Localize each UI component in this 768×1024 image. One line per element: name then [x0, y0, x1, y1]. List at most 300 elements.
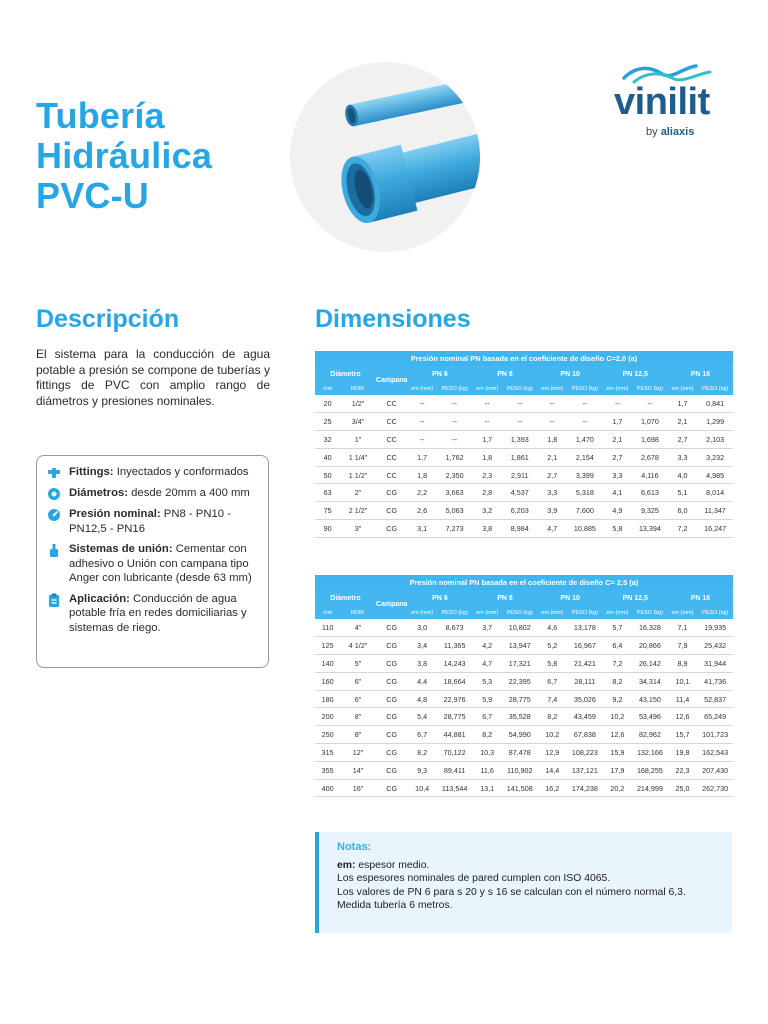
table-cell: 10,3: [473, 744, 502, 762]
table-row: [315, 466, 733, 484]
table-cell: 5": [340, 655, 376, 673]
table-row: [315, 744, 733, 762]
col-header-peso: PESO (kg): [502, 382, 538, 395]
col-header-pn: PN 12,5: [603, 366, 668, 382]
description-text: El sistema para la conducción de agua potable a presión se compone de tuberías y fittings de PVC con amplio rango de diámetros y presiones nominales.: [36, 347, 270, 408]
table-cell: 12,6: [603, 726, 632, 744]
table-cell: 43,150: [632, 690, 668, 708]
col-header-peso: PESO (kg): [567, 382, 603, 395]
product-photo: [290, 62, 480, 252]
table-cell: CC: [376, 395, 408, 413]
table-row: [315, 655, 733, 673]
table-cell: 5,318: [567, 484, 603, 502]
table-cell: 21,421: [567, 655, 603, 673]
table-cell: 32: [315, 431, 340, 449]
table-header-row: [315, 590, 733, 606]
table-cell: 2,1: [668, 413, 697, 431]
table-cell: --: [567, 395, 603, 413]
feature-item: [47, 486, 258, 501]
fittings-icon: [47, 466, 61, 480]
table-cell: 108,223: [567, 744, 603, 762]
table-cell: 10,2: [538, 726, 567, 744]
table-cell: 1,7: [473, 431, 502, 449]
table-cell: 262,730: [697, 779, 733, 797]
table-cell: 26,142: [632, 655, 668, 673]
feature-text: [69, 592, 258, 636]
table-cell: CG: [376, 484, 408, 502]
table-cell: --: [407, 395, 436, 413]
table-cell: 28,775: [502, 690, 538, 708]
table-cell: 6,0: [668, 502, 697, 520]
table-cell: 10,1: [668, 672, 697, 690]
table-cell: 2,6: [407, 502, 436, 520]
table-row: [315, 448, 733, 466]
table-header-row: [315, 366, 733, 382]
table-cell: 82,962: [632, 726, 668, 744]
col-header-diametro: Diámetro: [315, 590, 376, 606]
table-cell: CC: [376, 413, 408, 431]
feature-item: [47, 507, 258, 536]
table-row: [315, 484, 733, 502]
table-cell: 14,4: [538, 761, 567, 779]
col-header-peso: PESO (kg): [437, 382, 473, 395]
table-cell: 3,232: [697, 448, 733, 466]
dimensions-table: [315, 366, 733, 538]
table-cell: 2,8: [473, 484, 502, 502]
table-cell: 1,070: [632, 413, 668, 431]
table-cell: 35,528: [502, 708, 538, 726]
table-cell: 8,2: [407, 744, 436, 762]
table-cell: --: [437, 413, 473, 431]
dimensions-table-pn-c20: [315, 351, 733, 538]
table-cell: 5,8: [538, 655, 567, 673]
table-cell: CG: [376, 690, 408, 708]
table-cell: 19,8: [668, 744, 697, 762]
table-cell: 13,178: [567, 619, 603, 637]
table-cell: 12": [340, 744, 376, 762]
table-cell: 63: [315, 484, 340, 502]
table-cell: 87,478: [502, 744, 538, 762]
table-cell: 6": [340, 690, 376, 708]
col-header-pn: PN 10: [538, 366, 603, 382]
col-header-peso: PESO (kg): [437, 606, 473, 619]
table-cell: 65,249: [697, 708, 733, 726]
table-cell: 19,935: [697, 619, 733, 637]
table-cell: --: [603, 395, 632, 413]
col-header-diametro: Diámetro: [315, 366, 376, 382]
table-cell: 3,0: [407, 619, 436, 637]
pressure-gauge-icon: [47, 508, 61, 522]
table-cell: 3,1: [407, 520, 436, 538]
col-header-em: em (mm): [668, 606, 697, 619]
table-cell: 9,325: [632, 502, 668, 520]
table-cell: CG: [376, 655, 408, 673]
table-cell: 7,273: [437, 520, 473, 538]
col-header-em: em (mm): [473, 606, 502, 619]
table-cell: CG: [376, 726, 408, 744]
table-cell: 8": [340, 708, 376, 726]
table-row: [315, 431, 733, 449]
table-cell: 28,775: [437, 708, 473, 726]
col-header-em: em (mm): [538, 382, 567, 395]
table-cell: 16,967: [567, 637, 603, 655]
table-cell: --: [437, 395, 473, 413]
table-cell: 7,9: [668, 637, 697, 655]
table-cell: 1,8: [473, 448, 502, 466]
table-cell: CG: [376, 619, 408, 637]
col-header-mm: mm: [315, 382, 340, 395]
table-cell: 2,7: [668, 431, 697, 449]
table-cell: 3,3: [538, 484, 567, 502]
feature-text: [69, 542, 258, 586]
table-cell: 13,947: [502, 637, 538, 655]
table-cell: 3,3: [668, 448, 697, 466]
table-cell: 2,154: [567, 448, 603, 466]
brand-logo: [606, 58, 738, 142]
table-cell: 4,9: [603, 502, 632, 520]
col-header-pn: PN 16: [668, 366, 733, 382]
table-row: [315, 520, 733, 538]
table-cell: 1,762: [437, 448, 473, 466]
table-cell: 8,9: [668, 655, 697, 673]
col-header-pn: PN 10: [538, 590, 603, 606]
table-cell: 4 1/2": [340, 637, 376, 655]
table-row: [315, 690, 733, 708]
table-cell: 1,7: [668, 395, 697, 413]
table-cell: 180: [315, 690, 340, 708]
table-row: [315, 708, 733, 726]
col-header-campana: Campana: [376, 590, 408, 619]
table-cell: 1,7: [407, 448, 436, 466]
table-cell: 2,678: [632, 448, 668, 466]
table-cell: CG: [376, 779, 408, 797]
table-cell: 8,2: [538, 708, 567, 726]
table-cell: 15,7: [668, 726, 697, 744]
table-cell: 12,6: [668, 708, 697, 726]
table-cell: 0,841: [697, 395, 733, 413]
table-cell: 7,1: [668, 619, 697, 637]
col-header-em: em (mm): [603, 606, 632, 619]
table-cell: 2,1: [538, 448, 567, 466]
feature-value: Inyectados y conformados: [113, 466, 249, 478]
table-cell: 40: [315, 448, 340, 466]
col-header-em: em (mm): [538, 606, 567, 619]
table-cell: 16,2: [538, 779, 567, 797]
table-cell: --: [473, 413, 502, 431]
table-cell: CG: [376, 761, 408, 779]
table-cell: 174,238: [567, 779, 603, 797]
col-header-peso: PESO (kg): [502, 606, 538, 619]
feature-label: Presión nominal:: [69, 508, 161, 520]
table-cell: 3": [340, 520, 376, 538]
table-cell: 101,723: [697, 726, 733, 744]
table-row: [315, 502, 733, 520]
table-cell: 7,2: [668, 520, 697, 538]
table-cell: 17,321: [502, 655, 538, 673]
table-cell: 11,6: [473, 761, 502, 779]
table-cell: CG: [376, 502, 408, 520]
table-cell: 18,664: [437, 672, 473, 690]
notes-line: Medida tubería 6 metros.: [337, 900, 453, 912]
table-cell: 5,3: [473, 672, 502, 690]
table-cell: 132,166: [632, 744, 668, 762]
table-cell: 355: [315, 761, 340, 779]
table-cell: CG: [376, 708, 408, 726]
table-cell: 7,600: [567, 502, 603, 520]
table-cell: 11,365: [437, 637, 473, 655]
col-header-em: em (mm): [407, 606, 436, 619]
table-cell: 2,911: [502, 466, 538, 484]
table-cell: 11,347: [697, 502, 733, 520]
features-box: [36, 455, 269, 668]
table-cell: --: [502, 395, 538, 413]
notes-em-text: espesor medio.: [355, 860, 430, 871]
table-cell: 10,4: [407, 779, 436, 797]
table-cell: 8": [340, 726, 376, 744]
table-cell: 13,1: [473, 779, 502, 797]
table-cell: 7,2: [603, 655, 632, 673]
table-row: [315, 395, 733, 413]
table-cell: 110,902: [502, 761, 538, 779]
col-header-pn: PN 8: [473, 366, 538, 382]
table-cell: 168,255: [632, 761, 668, 779]
table-cell: 5,7: [603, 619, 632, 637]
col-header-em: em (mm): [668, 382, 697, 395]
table-cell: 3,8: [407, 655, 436, 673]
table-row: [315, 619, 733, 637]
col-header-pn: PN 12,5: [603, 590, 668, 606]
table-cell: 2": [340, 484, 376, 502]
table-cell: 7,4: [538, 690, 567, 708]
table-cell: 25,0: [668, 779, 697, 797]
feature-value: Cementar con adhesivo o Unión con campana tipo Anger con lubricante (desde 63 mm): [69, 543, 252, 584]
col-header-mm: mm: [315, 606, 340, 619]
table-cell: 43,459: [567, 708, 603, 726]
table-cell: 207,430: [697, 761, 733, 779]
table-cell: 54,990: [502, 726, 538, 744]
table-cell: 2,7: [538, 466, 567, 484]
table-cell: 6,7: [407, 726, 436, 744]
table-cell: --: [502, 413, 538, 431]
table-cell: 50: [315, 466, 340, 484]
feature-value: Conducción de agua potable fría en redes domiciliarias y sistemas de riego.: [69, 592, 247, 634]
table-cell: 4,7: [538, 520, 567, 538]
table-cell: 10,2: [603, 708, 632, 726]
table-cell: CG: [376, 744, 408, 762]
table-cell: 25: [315, 413, 340, 431]
table-row: [315, 779, 733, 797]
page-title-line: PVC-U: [36, 175, 150, 216]
table-cell: 3,7: [473, 619, 502, 637]
table-cell: 4,0: [668, 466, 697, 484]
feature-value: PN8 - PN10 - PN12,5 - PN16: [69, 508, 231, 535]
page-title-line: Hidráulica: [36, 135, 213, 176]
table-row: [315, 413, 733, 431]
col-header-pn: PN 16: [668, 590, 733, 606]
feature-label: Fittings:: [69, 466, 114, 478]
table-cell: 4": [340, 619, 376, 637]
table-cell: 6": [340, 672, 376, 690]
table-cell: 4,7: [473, 655, 502, 673]
table-cell: 1,8: [407, 466, 436, 484]
table-cell: 3,8: [473, 520, 502, 538]
table-cell: CC: [376, 448, 408, 466]
page-title: [36, 96, 296, 216]
table-cell: 13,394: [632, 520, 668, 538]
table-cell: --: [473, 395, 502, 413]
table-cell: 44,881: [437, 726, 473, 744]
table-cell: 3,9: [538, 502, 567, 520]
col-header-em: em (mm): [473, 382, 502, 395]
table-cell: 5,9: [473, 690, 502, 708]
table-cell: 16,247: [697, 520, 733, 538]
table-cell: 5,063: [437, 502, 473, 520]
table-title: Presión nominal PN basada en el coeficiente de diseño C=2,0 (a): [315, 351, 733, 366]
table-cell: 22,3: [668, 761, 697, 779]
feature-item: [47, 592, 258, 636]
notes-title: Notas:: [337, 841, 372, 853]
table-cell: 6,4: [603, 637, 632, 655]
table-cell: 22,395: [502, 672, 538, 690]
table-cell: 214,999: [632, 779, 668, 797]
table-cell: 20: [315, 395, 340, 413]
table-cell: CG: [376, 520, 408, 538]
table-cell: 3,663: [437, 484, 473, 502]
table-cell: 400: [315, 779, 340, 797]
table-cell: --: [538, 413, 567, 431]
feature-label: Sistemas de unión:: [69, 543, 173, 555]
feature-text: [69, 465, 249, 480]
col-header-peso: PESO (kg): [567, 606, 603, 619]
table-cell: 1,393: [502, 431, 538, 449]
table-cell: --: [538, 395, 567, 413]
table-cell: 20,2: [603, 779, 632, 797]
table-cell: 5,8: [603, 520, 632, 538]
brand-by-text: by: [646, 126, 658, 138]
table-row: [315, 761, 733, 779]
notes-line: Los valores de PN 6 para s 20 y s 16 se calculan con el número normal 6,3.: [337, 886, 686, 898]
table-cell: 34,314: [632, 672, 668, 690]
table-cell: 3,3: [603, 466, 632, 484]
table-cell: --: [407, 431, 436, 449]
table-cell: 8,2: [473, 726, 502, 744]
table-cell: 20,866: [632, 637, 668, 655]
table-cell: 4,4: [407, 672, 436, 690]
feature-text: [69, 486, 250, 501]
table-cell: CC: [376, 466, 408, 484]
table-cell: 8,673: [437, 619, 473, 637]
table-cell: 1/2": [340, 395, 376, 413]
notes-box: [315, 832, 732, 933]
notes-em-label: em:: [337, 860, 356, 871]
table-cell: 90: [315, 520, 340, 538]
table-cell: 5,4: [407, 708, 436, 726]
feature-label: Diámetros:: [69, 487, 129, 499]
table-cell: 41,736: [697, 672, 733, 690]
table-cell: 1,7: [603, 413, 632, 431]
table-cell: 11,4: [668, 690, 697, 708]
table-cell: 2,3: [473, 466, 502, 484]
table-cell: 14": [340, 761, 376, 779]
table-cell: 5,1: [668, 484, 697, 502]
table-cell: 8,984: [502, 520, 538, 538]
feature-value: desde 20mm a 400 mm: [128, 487, 250, 499]
table-cell: CC: [376, 431, 408, 449]
table-cell: 75: [315, 502, 340, 520]
table-cell: 315: [315, 744, 340, 762]
blue-pvc-pipe-illustration: [290, 62, 480, 252]
table-cell: 110: [315, 619, 340, 637]
table-cell: 3,4: [407, 637, 436, 655]
table-cell: 6,7: [538, 672, 567, 690]
table-cell: 2,2: [407, 484, 436, 502]
table-cell: 2 1/2": [340, 502, 376, 520]
col-header-campana: Campana: [376, 366, 408, 395]
table-cell: 1 1/2": [340, 466, 376, 484]
table-cell: 28,111: [567, 672, 603, 690]
dimensions-table-pn-c25: [315, 575, 733, 797]
table-cell: 9,2: [603, 690, 632, 708]
dimensions-table: [315, 590, 733, 797]
table-row: [315, 672, 733, 690]
table-cell: 3,2: [473, 502, 502, 520]
table-cell: 10,885: [567, 520, 603, 538]
table-row: [315, 637, 733, 655]
col-header-peso: PESO (kg): [697, 606, 733, 619]
table-cell: 16,328: [632, 619, 668, 637]
table-row: [315, 726, 733, 744]
table-cell: 67,838: [567, 726, 603, 744]
table-cell: 113,544: [437, 779, 473, 797]
table-cell: 141,508: [502, 779, 538, 797]
col-header-nom: NOM.: [340, 606, 376, 619]
table-cell: 2,1: [603, 431, 632, 449]
table-cell: 4,116: [632, 466, 668, 484]
table-cell: 162,543: [697, 744, 733, 762]
table-cell: 6,7: [473, 708, 502, 726]
table-cell: --: [567, 413, 603, 431]
table-cell: 1": [340, 431, 376, 449]
table-cell: 4,6: [538, 619, 567, 637]
table-cell: 1,299: [697, 413, 733, 431]
col-header-pn: PN 6: [407, 590, 472, 606]
table-cell: 137,121: [567, 761, 603, 779]
table-cell: 1,470: [567, 431, 603, 449]
col-header-nom: NOM.: [340, 382, 376, 395]
table-cell: 4,537: [502, 484, 538, 502]
table-cell: 4,2: [473, 637, 502, 655]
brand-byline: [646, 126, 694, 138]
feature-text: [69, 507, 258, 536]
table-cell: 35,026: [567, 690, 603, 708]
notes-line: [337, 859, 732, 872]
table-cell: 1,861: [502, 448, 538, 466]
table-cell: 2,7: [603, 448, 632, 466]
table-cell: 31,944: [697, 655, 733, 673]
dimensions-title: Dimensiones: [315, 305, 471, 333]
table-cell: 2,350: [437, 466, 473, 484]
table-cell: 10,802: [502, 619, 538, 637]
table-title: Presión nominal PN basada en el coeficiente de diseño C= 2,5 (a): [315, 575, 733, 590]
table-cell: 125: [315, 637, 340, 655]
table-cell: --: [437, 431, 473, 449]
col-header-em: em (mm): [407, 382, 436, 395]
table-cell: 160: [315, 672, 340, 690]
notes-line: Los espesores nominales de pared cumplen con ISO 4065.: [337, 873, 611, 885]
table-cell: 3,399: [567, 466, 603, 484]
col-header-pn: PN 8: [473, 590, 538, 606]
brand-parent-name: aliaxis: [660, 126, 695, 138]
